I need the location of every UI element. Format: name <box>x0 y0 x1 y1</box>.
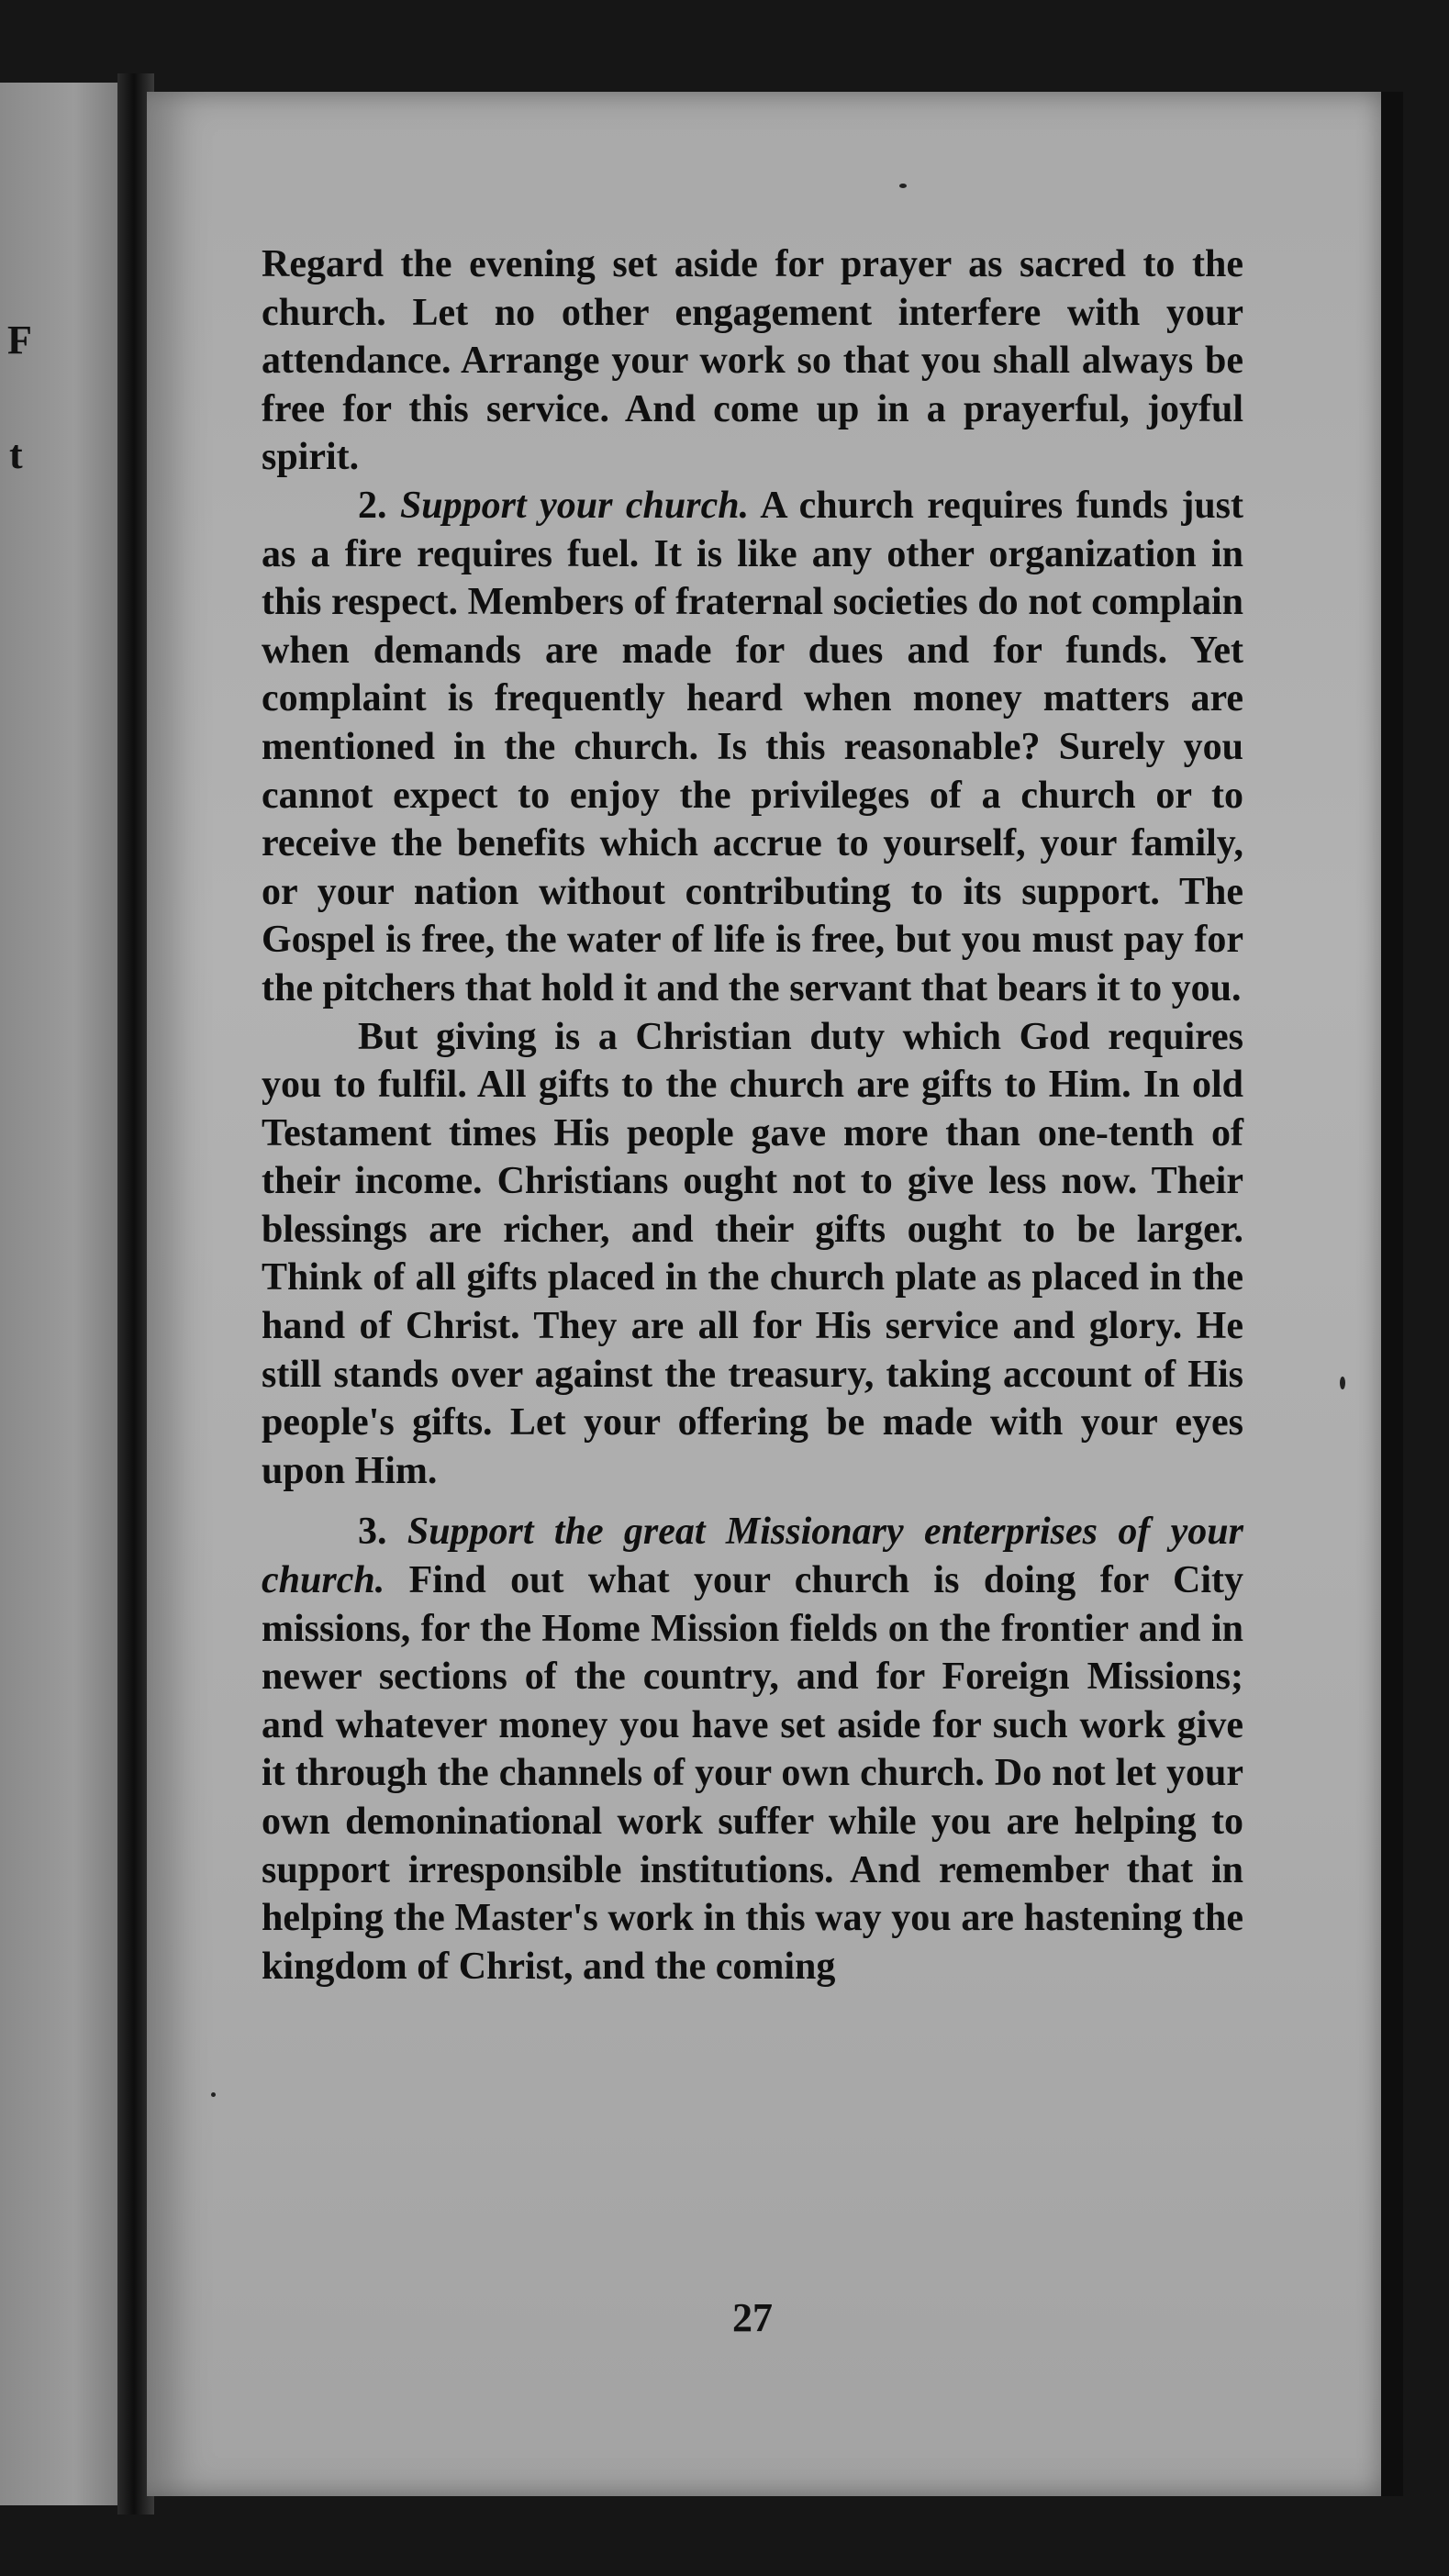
paragraph-text: Regard the evening set aside for prayer as sacred to the church. Let no other engagement interfere with your attendance. Arrange your work so that you shall always be free for this service. And come up in a prayerful, joyful spirit. <box>262 243 1243 479</box>
section-heading: Support your church. <box>399 484 750 527</box>
scan-speck <box>1340 1377 1345 1389</box>
page-number: 27 <box>732 2295 773 2340</box>
section-heading: Support the great Missionary enterprises of your church. <box>262 1511 1243 1602</box>
paragraph-giving-duty <box>262 1013 1243 1496</box>
facing-page-edge <box>0 83 124 2505</box>
section-number: 3. <box>358 1511 387 1554</box>
paragraph-support-church <box>262 482 1243 1013</box>
paragraph-text: A church requires funds just as a fire requires fuel. It is like any other organization in this respect. Members of fraternal societies do not complain when demands are made for dues and for funds. Yet complaint is frequently heard when money matters are mentioned in the church. Is this reasonable? Surely you cannot expect to enjoy the privileges of a church or to receive the benefits which accrue to yourself, your family, or your nation without contributing to its support. The Gospel is free, the water of life is free, but you must pay for the pitchers that hold it and the servant that bears it to you. <box>262 484 1244 1009</box>
scan-speck <box>211 2092 216 2097</box>
section-number: 2. <box>358 484 387 527</box>
facing-page-fragment: t <box>9 432 23 477</box>
paragraph-text: Find out what your church is doing for City missions, for the Home Mission fields on the frontier and in newer sections of the country, and for Foreign Missions; and whatever money you have set aside for such work give it through the channels of your own church. Do not let your own demoninational work suffer while you are helping to support irresponsible institutions. And remember that in helping the Master's work in this way you are hastening the kingdom of Christ, and the coming <box>262 1559 1243 1988</box>
body-text <box>262 240 1243 1991</box>
paragraph-text: But giving is a Christian duty which God requires you to fulfil. All gifts to the church are gifts to Him. In old Testament times His people gave more than one-tenth of their income. Christians ought not to give less now. Their blessings are richer, and their gifts ought to be larger. Think of all gifts placed in the church plate as placed in the hand of Christ. They are all for His service and glory. He still stands over against the treasury, taking account of His people's gifts. Let your offering be made with your eyes upon Him. <box>262 1015 1243 1492</box>
paragraph-missionary-enterprises <box>262 1508 1243 1991</box>
paragraph-continuation <box>262 240 1243 482</box>
scan-speck <box>899 184 907 188</box>
page-right-edge <box>1381 92 1403 2496</box>
facing-page-fragment: F <box>7 318 32 362</box>
